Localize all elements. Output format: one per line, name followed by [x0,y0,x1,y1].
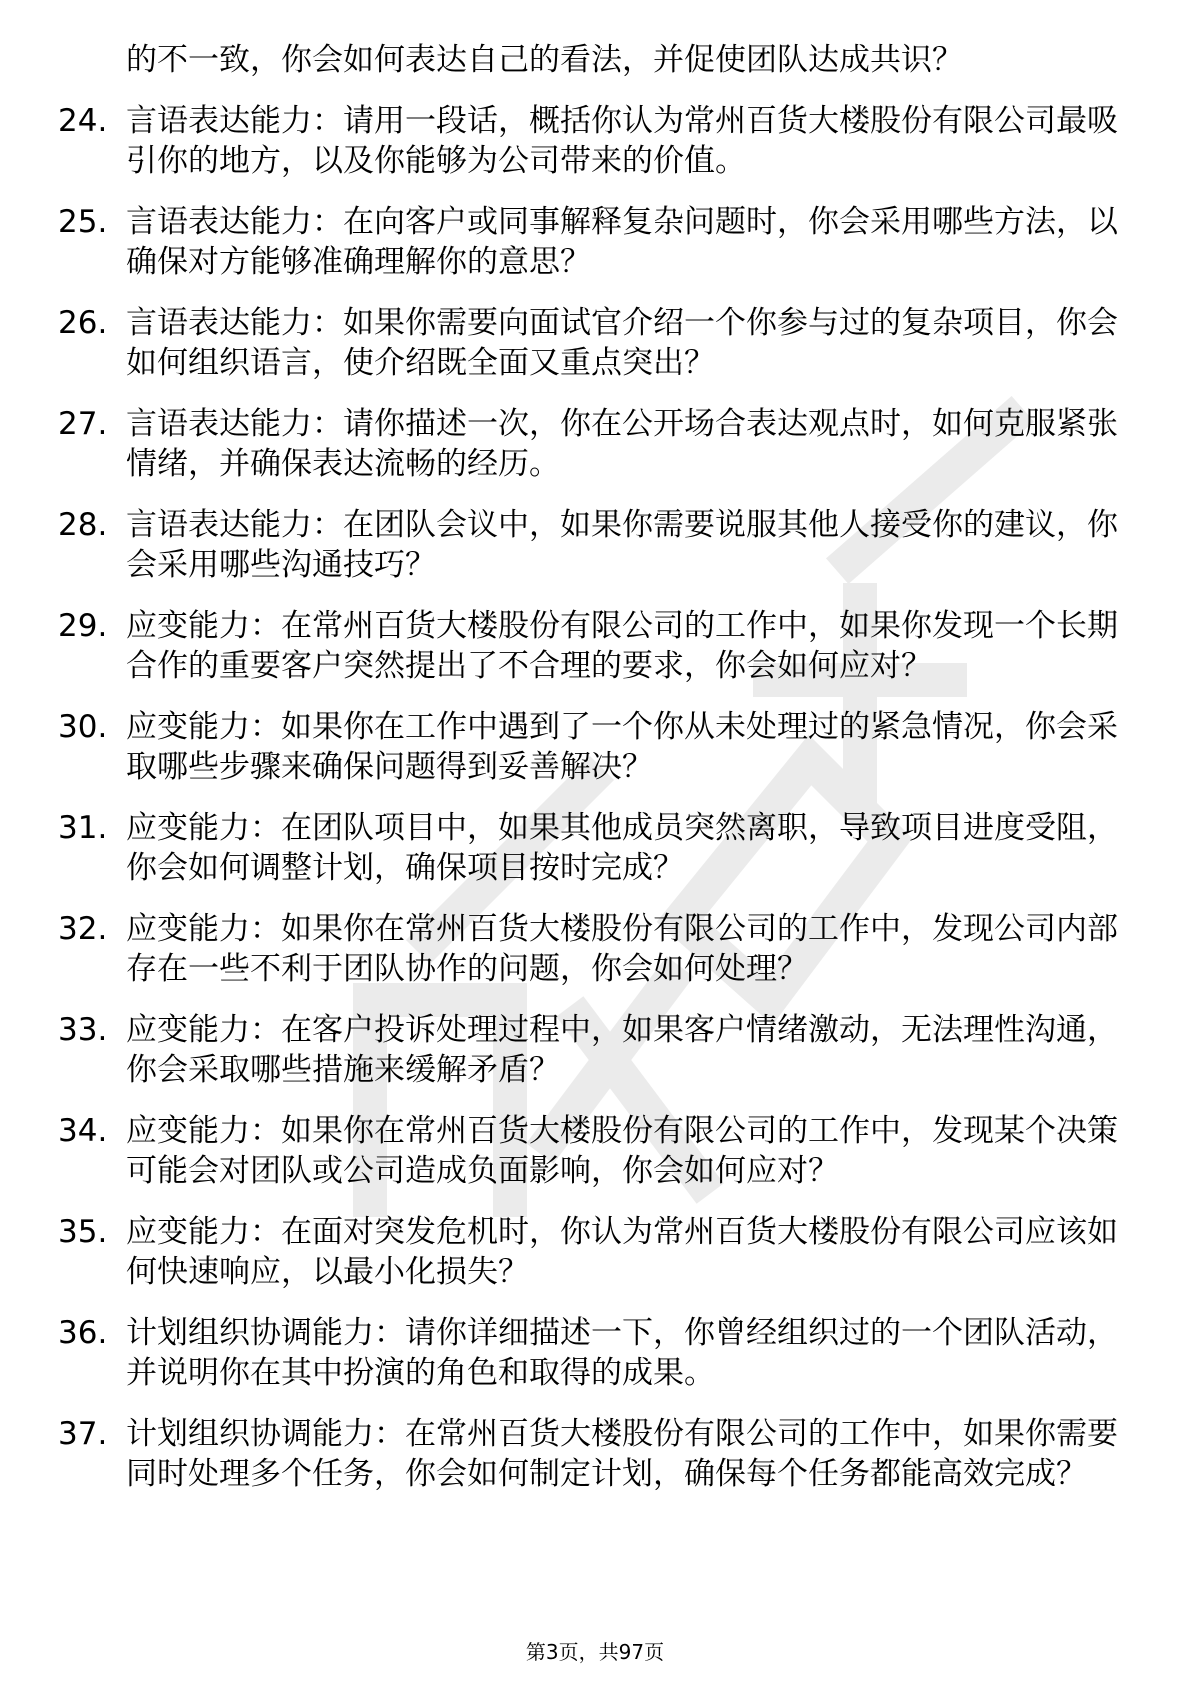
question-number: 27. [58,406,108,442]
question-number: 29. [58,608,108,644]
question-number: 32. [58,911,108,947]
list-item [58,1010,1118,1090]
question-text: 言语表达能力：请你描述一次，你在公开场合表达观点时，如何克服紧张情绪，并确保表达流畅的经历。 [126,406,1118,482]
question-number: 24. [58,103,108,139]
question-number: 26. [58,305,108,341]
question-number: 28. [58,507,108,543]
question-number: 30. [58,709,108,745]
question-text: 应变能力：如果你在常州百货大楼股份有限公司的工作中，发现公司内部存在一些不利于团队协作的问题，你会如何处理？ [126,911,1118,987]
question-text: 言语表达能力：如果你需要向面试官介绍一个你参与过的复杂项目，你会如何组织语言，使介绍既全面又重点突出？ [126,305,1118,381]
question-text: 言语表达能力：在向客户或同事解释复杂问题时，你会采用哪些方法，以确保对方能够准确理解你的意思？ [126,204,1118,280]
page-number: 第3页，共97页 [525,1640,665,1664]
list-item [58,1313,1118,1393]
question-number: 35. [58,1214,108,1250]
list-item [58,606,1118,686]
question-number: 33. [58,1012,108,1048]
continuation-text: 的不一致，你会如何表达自己的看法，并促使团队达成共识？ [126,42,963,78]
list-item [58,1111,1118,1191]
question-text: 言语表达能力：请用一段话，概括你认为常州百货大楼股份有限公司最吸引你的地方，以及你能够为公司带来的价值。 [126,103,1118,179]
list-item [58,909,1118,989]
list-item [58,505,1118,585]
question-text: 应变能力：在客户投诉处理过程中，如果客户情绪激动，无法理性沟通，你会采取哪些措施来缓解矛盾？ [126,1012,1118,1088]
list-item [58,101,1118,181]
list-item [58,1414,1118,1494]
question-number: 31. [58,810,108,846]
list-item [58,303,1118,383]
question-number: 36. [58,1315,108,1351]
question-number: 37. [58,1416,108,1452]
list-item [58,808,1118,888]
question-text: 言语表达能力：在团队会议中，如果你需要说服其他人接受你的建议，你会采用哪些沟通技巧？ [126,507,1118,583]
question-text: 应变能力：如果你在常州百货大楼股份有限公司的工作中，发现某个决策可能会对团队或公司造成负面影响，你会如何应对？ [126,1113,1118,1189]
question-text: 计划组织协调能力：请你详细描述一下，你曾经组织过的一个团队活动，并说明你在其中扮演的角色和取得的成果。 [126,1315,1118,1391]
list-item [58,707,1118,787]
question-text: 计划组织协调能力：在常州百货大楼股份有限公司的工作中，如果你需要同时处理多个任务，你会如何制定计划，确保每个任务都能高效完成？ [126,1416,1118,1492]
list-item [58,1212,1118,1292]
question-text: 应变能力：如果你在工作中遇到了一个你从未处理过的紧急情况，你会采取哪些步骤来确保问题得到妥善解决？ [126,709,1118,785]
question-list [58,40,1118,1515]
question-text: 应变能力：在面对突发危机时，你认为常州百货大楼股份有限公司应该如何快速响应，以最小化损失？ [126,1214,1118,1290]
question-text: 应变能力：在团队项目中，如果其他成员突然离职，导致项目进度受阻，你会如何调整计划，确保项目按时完成？ [126,810,1118,886]
list-item [58,404,1118,484]
list-item [58,202,1118,282]
question-number: 34. [58,1113,108,1149]
question-text: 应变能力：在常州百货大楼股份有限公司的工作中，如果你发现一个长期合作的重要客户突然提出了不合理的要求，你会如何应对？ [126,608,1118,684]
question-number: 25. [58,204,108,240]
